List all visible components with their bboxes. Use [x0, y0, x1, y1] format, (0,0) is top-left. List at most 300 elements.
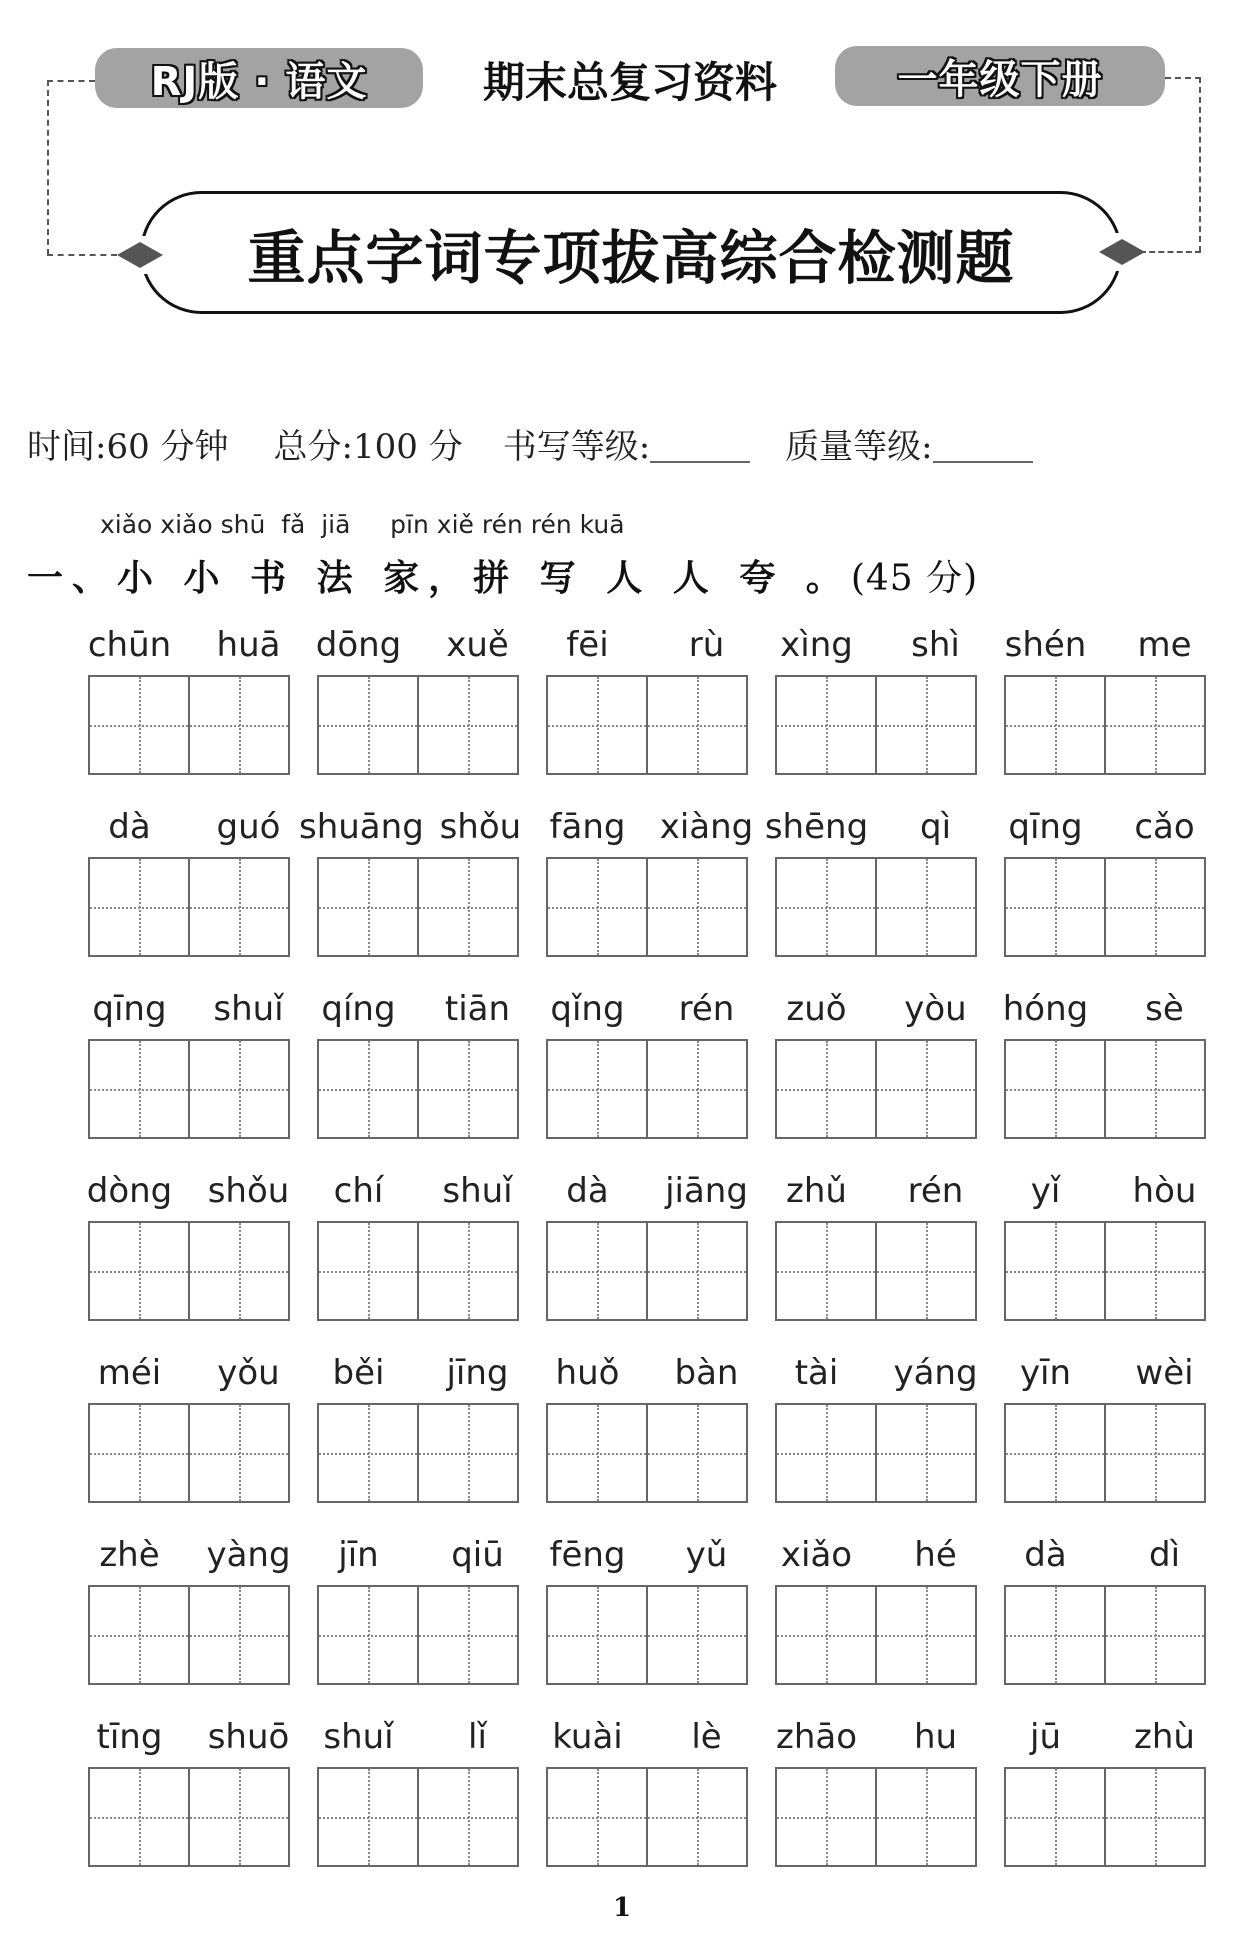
pinyin-syllable: yòu — [904, 989, 967, 1029]
character-cell[interactable] — [777, 1587, 875, 1683]
character-cell[interactable] — [777, 1405, 875, 1501]
cell-horizontal-guide — [648, 1089, 746, 1091]
page-number: 1 — [612, 1893, 632, 1923]
tianzige-box — [1004, 1221, 1206, 1321]
word-item — [88, 1166, 290, 1321]
cell-horizontal-guide — [319, 1453, 417, 1455]
cell-horizontal-guide — [548, 1089, 646, 1091]
exam-info-line — [27, 418, 1227, 468]
pinyin-syllable: běi — [332, 1353, 385, 1393]
cell-horizontal-guide — [548, 1271, 646, 1273]
pinyin-syllable: fāng — [549, 807, 626, 847]
grid-row — [88, 1166, 1205, 1321]
pinyin-syllable: shǒu — [207, 1171, 290, 1211]
word-item — [317, 984, 519, 1139]
word-pinyin — [299, 1348, 537, 1398]
cell-horizontal-guide — [548, 907, 646, 909]
word-pinyin — [986, 802, 1224, 852]
cell-horizontal-guide — [419, 725, 517, 727]
character-cell[interactable] — [1104, 677, 1204, 773]
character-cell[interactable] — [90, 1587, 188, 1683]
cell-horizontal-guide — [648, 907, 746, 909]
pinyin-syllable: shì — [911, 625, 960, 665]
cell-horizontal-guide — [1006, 1453, 1104, 1455]
word-pinyin — [757, 1530, 995, 1580]
pinyin-syllable: xiǎo — [780, 1535, 853, 1575]
character-cell[interactable] — [875, 1769, 975, 1865]
word-item — [88, 802, 290, 957]
word-pinyin — [986, 1348, 1224, 1398]
character-cell[interactable] — [548, 1405, 646, 1501]
tianzige-box — [775, 1221, 977, 1321]
character-cell[interactable] — [319, 1769, 417, 1865]
cell-horizontal-guide — [319, 1089, 417, 1091]
character-cell[interactable] — [646, 677, 746, 773]
pinyin-syllable: shēng — [764, 807, 869, 847]
character-cell[interactable] — [875, 1587, 975, 1683]
pinyin-syllable: dì — [1148, 1535, 1181, 1575]
word-item — [546, 802, 754, 957]
review-material-title: 期末总复习资料 — [482, 58, 777, 107]
tianzige-box — [775, 857, 977, 957]
word-item — [299, 802, 522, 957]
cell-horizontal-guide — [777, 907, 875, 909]
grid-row — [88, 620, 1205, 775]
pinyin-syllable: guó — [216, 807, 281, 847]
pinyin-syllable: fēng — [549, 1535, 626, 1575]
tianzige-box — [546, 1221, 748, 1321]
cell-horizontal-guide — [1006, 1635, 1104, 1637]
cell-horizontal-guide — [190, 1635, 288, 1637]
character-cell[interactable] — [875, 859, 975, 955]
cell-horizontal-guide — [190, 1817, 288, 1819]
cell-horizontal-guide — [190, 1271, 288, 1273]
word-item — [88, 1712, 290, 1867]
right-connector-bottom — [1140, 251, 1201, 253]
character-cell[interactable] — [417, 1223, 517, 1319]
pinyin-syllable: shuāng — [299, 807, 424, 847]
word-item — [775, 1166, 977, 1321]
character-cell[interactable] — [1006, 1587, 1104, 1683]
character-cell[interactable] — [646, 1587, 746, 1683]
pinyin-syllable: jiāng — [665, 1171, 748, 1211]
word-item — [775, 1348, 977, 1503]
word-pinyin — [757, 1712, 995, 1762]
character-cell[interactable] — [875, 677, 975, 773]
cell-horizontal-guide — [419, 1271, 517, 1273]
tianzige-box — [88, 1221, 290, 1321]
edition-subject-label: RJ版 · 语文 — [150, 58, 368, 105]
character-cell[interactable] — [1104, 1769, 1204, 1865]
pinyin-syllable: dōng — [315, 625, 402, 665]
cell-horizontal-guide — [1106, 725, 1204, 727]
cell-horizontal-guide — [648, 1271, 746, 1273]
pinyin-syllable: hu — [913, 1717, 958, 1757]
pinyin-syllable: huā — [216, 625, 281, 665]
cell-horizontal-guide — [548, 1817, 646, 1819]
cell-horizontal-guide — [648, 1635, 746, 1637]
pinyin-syllable: shén — [1004, 625, 1087, 665]
cell-horizontal-guide — [877, 1817, 975, 1819]
word-pinyin — [70, 984, 308, 1034]
character-cell[interactable] — [188, 1223, 288, 1319]
cell-horizontal-guide — [90, 1635, 188, 1637]
character-cell[interactable] — [319, 1587, 417, 1683]
cell-horizontal-guide — [648, 725, 746, 727]
word-pinyin — [528, 802, 766, 852]
pinyin-syllable: yīn — [1019, 1353, 1072, 1393]
character-cell[interactable] — [646, 859, 746, 955]
word-pinyin — [757, 1166, 995, 1216]
pinyin-syllable: dà — [108, 807, 151, 847]
word-item — [775, 1712, 977, 1867]
pinyin-syllable: yǔ — [685, 1535, 728, 1575]
tianzige-box — [88, 675, 290, 775]
cell-horizontal-guide — [777, 1817, 875, 1819]
character-cell[interactable] — [417, 1769, 517, 1865]
word-pinyin — [528, 1712, 766, 1762]
pinyin-syllable: dà — [566, 1171, 609, 1211]
cell-horizontal-guide — [648, 1453, 746, 1455]
character-cell[interactable] — [646, 1405, 746, 1501]
character-cell[interactable] — [188, 1405, 288, 1501]
character-cell[interactable] — [1104, 1041, 1204, 1137]
word-item — [764, 802, 977, 957]
word-item — [88, 984, 290, 1139]
word-pinyin — [299, 620, 537, 670]
word-item — [317, 1348, 519, 1503]
section-heading-pinyin: xiǎo xiǎo shū fǎ jiā pīn xiě rén rén kuā — [100, 510, 625, 539]
word-pinyin — [299, 984, 537, 1034]
cell-horizontal-guide — [1106, 907, 1204, 909]
word-item — [546, 1348, 748, 1503]
pinyin-syllable: xiàng — [659, 807, 754, 847]
pinyin-syllable: huǒ — [555, 1353, 620, 1393]
word-item — [1004, 984, 1206, 1139]
quality-grade-field[interactable] — [933, 423, 1033, 463]
word-item — [546, 1530, 748, 1685]
character-cell[interactable] — [1006, 1769, 1104, 1865]
grade-badge — [835, 46, 1165, 106]
character-cell[interactable] — [90, 859, 188, 955]
character-cell[interactable] — [188, 677, 288, 773]
pinyin-syllable: yáng — [893, 1353, 978, 1393]
pinyin-syllable: sè — [1145, 989, 1184, 1029]
tianzige-box — [317, 675, 519, 775]
tianzige-box — [317, 1585, 519, 1685]
cell-horizontal-guide — [777, 1271, 875, 1273]
cell-horizontal-guide — [548, 725, 646, 727]
cell-horizontal-guide — [1106, 1635, 1204, 1637]
character-cell[interactable] — [1006, 1041, 1104, 1137]
pinyin-syllable: hòu — [1132, 1171, 1197, 1211]
character-cell[interactable] — [90, 1223, 188, 1319]
pinyin-syllable: jīn — [338, 1535, 379, 1575]
pinyin-syllable: tiān — [444, 989, 511, 1029]
character-cell[interactable] — [1104, 1405, 1204, 1501]
pinyin-syllable: lè — [691, 1717, 722, 1757]
word-pinyin — [528, 1530, 766, 1580]
tianzige-box — [546, 1767, 748, 1867]
pinyin-syllable: zhè — [99, 1535, 160, 1575]
word-item — [317, 1712, 519, 1867]
cell-horizontal-guide — [90, 907, 188, 909]
pinyin-syllable: rù — [688, 625, 725, 665]
word-item — [775, 620, 977, 775]
character-cell[interactable] — [188, 1587, 288, 1683]
tianzige-box — [775, 1585, 977, 1685]
word-pinyin — [299, 1712, 537, 1762]
character-cell[interactable] — [188, 1041, 288, 1137]
cell-horizontal-guide — [1106, 1271, 1204, 1273]
pinyin-syllable: dà — [1024, 1535, 1067, 1575]
cell-horizontal-guide — [90, 1271, 188, 1273]
word-item — [1004, 1166, 1206, 1321]
tianzige-box — [317, 1403, 519, 1503]
right-connector-top — [1165, 77, 1201, 79]
pinyin-syllable: dòng — [86, 1171, 173, 1211]
tianzige-box — [1004, 1403, 1206, 1503]
pinyin-syllable: qīng — [1008, 807, 1083, 847]
tianzige-box — [775, 1403, 977, 1503]
character-cell[interactable] — [319, 1041, 417, 1137]
pinyin-syllable: qíng — [321, 989, 396, 1029]
cell-horizontal-guide — [319, 907, 417, 909]
character-cell[interactable] — [90, 1405, 188, 1501]
pinyin-syllable: shǒu — [439, 807, 522, 847]
character-cell[interactable] — [188, 859, 288, 955]
writing-grade-field[interactable] — [650, 423, 750, 463]
character-cell[interactable] — [548, 1223, 646, 1319]
character-cell[interactable] — [777, 677, 875, 773]
character-cell[interactable] — [777, 1223, 875, 1319]
tianzige-box — [546, 675, 748, 775]
cell-horizontal-guide — [90, 1453, 188, 1455]
tianzige-box — [546, 1039, 748, 1139]
cell-horizontal-guide — [1006, 1089, 1104, 1091]
character-cell[interactable] — [777, 859, 875, 955]
pinyin-syllable: wèi — [1135, 1353, 1194, 1393]
word-pinyin — [986, 984, 1224, 1034]
cell-horizontal-guide — [548, 1453, 646, 1455]
pinyin-syllable: zhù — [1134, 1717, 1195, 1757]
character-cell[interactable] — [319, 859, 417, 955]
writing-grade-label: 书写等级: — [502, 426, 651, 467]
cell-horizontal-guide — [319, 1271, 417, 1273]
cell-horizontal-guide — [190, 1089, 288, 1091]
word-item — [88, 1348, 290, 1503]
word-item — [546, 1712, 748, 1867]
cell-horizontal-guide — [190, 1453, 288, 1455]
word-item — [1004, 1712, 1206, 1867]
pinyin-syllable: zhǔ — [786, 1171, 847, 1211]
character-cell[interactable] — [417, 859, 517, 955]
quality-grade-label: 质量等级: — [785, 426, 933, 467]
tianzige-box — [88, 857, 290, 957]
character-cell[interactable] — [1006, 677, 1104, 773]
grid-row — [88, 1348, 1205, 1503]
character-cell[interactable] — [90, 1769, 188, 1865]
tianzige-box — [317, 1221, 519, 1321]
cell-horizontal-guide — [777, 1635, 875, 1637]
left-connector-bottom — [47, 254, 117, 256]
cell-horizontal-guide — [548, 1635, 646, 1637]
left-connector-vertical — [47, 80, 49, 255]
cell-horizontal-guide — [419, 1453, 517, 1455]
character-cell[interactable] — [777, 1041, 875, 1137]
character-cell[interactable] — [646, 1041, 746, 1137]
cell-horizontal-guide — [777, 725, 875, 727]
cell-horizontal-guide — [877, 1089, 975, 1091]
cell-horizontal-guide — [1006, 1817, 1104, 1819]
tianzige-box — [317, 1767, 519, 1867]
character-cell[interactable] — [646, 1769, 746, 1865]
pinyin-syllable: jū — [1030, 1717, 1061, 1757]
character-cell[interactable] — [875, 1223, 975, 1319]
character-cell[interactable] — [875, 1041, 975, 1137]
pinyin-syllable: bàn — [674, 1353, 739, 1393]
character-cell[interactable] — [1006, 859, 1104, 955]
pinyin-syllable: me — [1137, 625, 1192, 665]
character-cell[interactable] — [548, 1769, 646, 1865]
tianzige-box — [1004, 675, 1206, 775]
pinyin-syllable: xuě — [446, 625, 509, 665]
character-cell[interactable] — [1006, 1223, 1104, 1319]
pinyin-syllable: kuài — [552, 1717, 623, 1757]
total-score: 总分:100 分 — [273, 426, 463, 467]
tianzige-box — [1004, 1767, 1206, 1867]
character-cell[interactable] — [777, 1769, 875, 1865]
word-item — [1004, 802, 1206, 957]
tianzige-box — [317, 1039, 519, 1139]
pinyin-syllable: shuǐ — [213, 989, 284, 1029]
character-cell[interactable] — [548, 1041, 646, 1137]
character-cell[interactable] — [875, 1405, 975, 1501]
word-item — [1004, 620, 1206, 775]
character-cell[interactable] — [417, 1041, 517, 1137]
word-pinyin — [986, 1530, 1224, 1580]
edition-subject-badge — [95, 48, 423, 108]
character-cell[interactable] — [548, 677, 646, 773]
cell-horizontal-guide — [419, 1817, 517, 1819]
page-title: 重点字词专项拔高综合检测题 — [247, 223, 1015, 292]
character-cell[interactable] — [1006, 1405, 1104, 1501]
cell-horizontal-guide — [190, 907, 288, 909]
character-cell[interactable] — [1104, 1587, 1204, 1683]
pinyin-syllable: qiū — [451, 1535, 504, 1575]
tianzige-box — [88, 1039, 290, 1139]
pinyin-syllable: hé — [914, 1535, 957, 1575]
word-pinyin — [757, 802, 995, 852]
word-item — [317, 1530, 519, 1685]
pinyin-syllable: rén — [907, 1171, 964, 1211]
pinyin-syllable: xìng — [780, 625, 853, 665]
character-cell[interactable] — [1104, 859, 1204, 955]
word-item — [546, 984, 748, 1139]
tianzige-box — [775, 1039, 977, 1139]
tianzige-box — [1004, 857, 1206, 957]
cell-horizontal-guide — [319, 725, 417, 727]
cell-horizontal-guide — [190, 725, 288, 727]
pinyin-syllable: cǎo — [1134, 807, 1195, 847]
character-cell[interactable] — [417, 1587, 517, 1683]
cell-horizontal-guide — [1006, 1271, 1104, 1273]
cell-horizontal-guide — [1006, 907, 1104, 909]
left-connector-top — [47, 80, 95, 82]
grid-row — [88, 1712, 1205, 1867]
word-pinyin — [299, 1166, 537, 1216]
word-item — [1004, 1530, 1206, 1685]
word-item — [1004, 1348, 1206, 1503]
pinyin-syllable: jīng — [446, 1353, 509, 1393]
character-cell[interactable] — [548, 859, 646, 955]
pinyin-syllable: hóng — [1002, 989, 1089, 1029]
character-cell[interactable] — [319, 677, 417, 773]
cell-horizontal-guide — [319, 1635, 417, 1637]
word-pinyin — [70, 1166, 308, 1216]
cell-horizontal-guide — [90, 725, 188, 727]
cell-horizontal-guide — [319, 1817, 417, 1819]
word-pinyin — [986, 1166, 1224, 1216]
pinyin-syllable: fēi — [566, 625, 609, 665]
word-pinyin — [70, 1530, 308, 1580]
tianzige-box — [775, 1767, 977, 1867]
tianzige-box — [546, 1403, 748, 1503]
time-limit: 时间:60 分钟 — [27, 426, 229, 467]
word-pinyin — [299, 802, 537, 852]
word-pinyin — [757, 984, 995, 1034]
word-item — [546, 1166, 748, 1321]
cell-horizontal-guide — [90, 1817, 188, 1819]
character-cell[interactable] — [417, 1405, 517, 1501]
character-cell[interactable] — [319, 1223, 417, 1319]
word-pinyin — [757, 1348, 995, 1398]
pinyin-syllable: tài — [794, 1353, 839, 1393]
pinyin-syllable: tīng — [96, 1717, 163, 1757]
tianzige-box — [88, 1767, 290, 1867]
grid-row — [88, 1530, 1205, 1685]
character-cell[interactable] — [417, 677, 517, 773]
character-cell[interactable] — [90, 1041, 188, 1137]
cell-horizontal-guide — [877, 1271, 975, 1273]
pinyin-syllable: qì — [919, 807, 952, 847]
cell-horizontal-guide — [777, 1453, 875, 1455]
grid-row — [88, 802, 1205, 957]
pinyin-syllable: yǐ — [1030, 1171, 1061, 1211]
word-pinyin — [528, 620, 766, 670]
character-cell[interactable] — [319, 1405, 417, 1501]
character-cell[interactable] — [646, 1223, 746, 1319]
word-pinyin — [528, 984, 766, 1034]
character-cell[interactable] — [1104, 1223, 1204, 1319]
word-pinyin — [70, 1712, 308, 1762]
pinyin-syllable: qǐng — [550, 989, 625, 1029]
grade-label: 一年级下册 — [897, 56, 1103, 103]
pinyin-syllable: yǒu — [217, 1353, 280, 1393]
cell-horizontal-guide — [877, 1635, 975, 1637]
cell-horizontal-guide — [877, 1453, 975, 1455]
pinyin-syllable: chí — [333, 1171, 384, 1211]
section-heading-text: 一、小 小 书 法 家，拼 写 人 人 夸 。 — [27, 558, 851, 599]
cell-horizontal-guide — [1106, 1817, 1204, 1819]
pinyin-syllable: rén — [678, 989, 735, 1029]
word-item — [317, 1166, 519, 1321]
pinyin-syllable: lǐ — [468, 1717, 487, 1757]
pinyin-syllable: shuǐ — [323, 1717, 394, 1757]
character-cell[interactable] — [548, 1587, 646, 1683]
character-cell[interactable] — [188, 1769, 288, 1865]
character-cell[interactable] — [90, 677, 188, 773]
